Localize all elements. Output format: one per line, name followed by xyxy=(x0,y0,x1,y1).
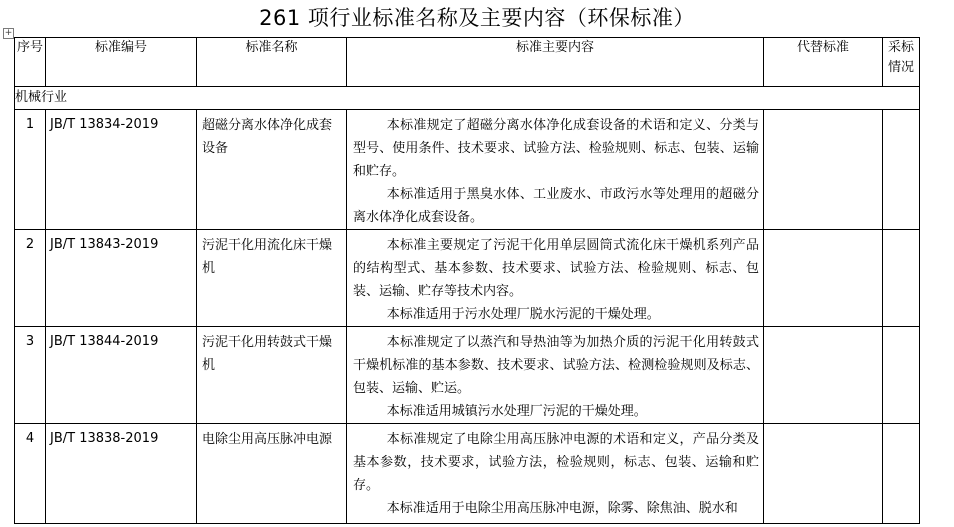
row-seq: 4 xyxy=(15,424,46,524)
row-adopt xyxy=(883,424,920,524)
row-adopt xyxy=(883,110,920,230)
section-row xyxy=(15,87,920,110)
table-row xyxy=(15,230,920,327)
header-seq: 序号 xyxy=(15,38,46,87)
row-code: JB/T 13844-2019 xyxy=(46,327,197,424)
row-content-paragraph: 本标准规定了超磁分离水体净化成套设备的术语和定义、分类与型号、使用条件、技术要求、试验方法、检验规则、标志、包装、运输和贮存。 xyxy=(353,118,759,179)
document-title: 261 项行业标准名称及主要内容（环保标准） xyxy=(259,6,695,30)
table-move-handle-icon[interactable]: + xyxy=(4,28,13,38)
row-content-paragraph: 本标准适用城镇污水处理厂污泥的干燥处理。 xyxy=(386,404,647,419)
table-row xyxy=(15,327,920,424)
row-name: 超磁分离水体净化成套设备 xyxy=(197,110,347,230)
header-code: 标准编号 xyxy=(46,38,197,87)
header-replace: 代替标准 xyxy=(764,38,883,87)
row-name: 污泥干化用转鼓式干燥机 xyxy=(197,327,347,424)
header-adopt: 采标情况 xyxy=(883,38,920,87)
header-content: 标准主要内容 xyxy=(347,38,764,87)
row-name: 电除尘用高压脉冲电源 xyxy=(197,424,347,524)
header-row xyxy=(15,38,920,87)
table-row xyxy=(15,110,920,230)
row-content xyxy=(347,424,764,524)
row-seq: 3 xyxy=(15,327,46,424)
row-name: 污泥干化用流化床干燥机 xyxy=(197,230,347,327)
row-content xyxy=(347,230,764,327)
header-name: 标准名称 xyxy=(197,38,347,87)
row-content xyxy=(347,110,764,230)
row-content-paragraph: 本标准适用于污水处理厂脱水污泥的干燥处理。 xyxy=(386,307,660,322)
row-content-paragraph: 本标准主要规定了污泥干化用单层圆筒式流化床干燥机系列产品的结构型式、基本参数、技术要求、试验方法、检验规则、标志、包装、运输、贮存等技术内容。 xyxy=(353,238,759,299)
row-seq: 1 xyxy=(15,110,46,230)
row-content-paragraph: 本标准规定了电除尘用高压脉冲电源的术语和定义，产品分类及基本参数，技术要求，试验方法，检验规则，标志、包装、运输和贮存。 xyxy=(353,432,759,493)
row-replace xyxy=(764,110,883,230)
row-replace xyxy=(764,327,883,424)
row-code: JB/T 13838-2019 xyxy=(46,424,197,524)
standards-table xyxy=(14,37,920,524)
row-content xyxy=(347,327,764,424)
row-replace xyxy=(764,230,883,327)
row-code: JB/T 13843-2019 xyxy=(46,230,197,327)
row-content-paragraph: 本标准适用于电除尘用高压脉冲电源，除雾、除焦油、脱水和 xyxy=(386,501,738,516)
row-code: JB/T 13834-2019 xyxy=(46,110,197,230)
table-row xyxy=(15,424,920,524)
row-adopt xyxy=(883,230,920,327)
row-seq: 2 xyxy=(15,230,46,327)
row-replace xyxy=(764,424,883,524)
section-label: 机械行业 xyxy=(15,87,920,110)
row-adopt xyxy=(883,327,920,424)
row-content-paragraph: 本标准规定了以蒸汽和导热油等为加热介质的污泥干化用转鼓式干燥机标准的基本参数、技术要求、试验方法、检测检验规则及标志、包装、运输、贮运。 xyxy=(353,335,759,396)
row-content-paragraph: 本标准适用于黑臭水体、工业废水、市政污水等处理用的超磁分离水体净化成套设备。 xyxy=(353,187,759,225)
